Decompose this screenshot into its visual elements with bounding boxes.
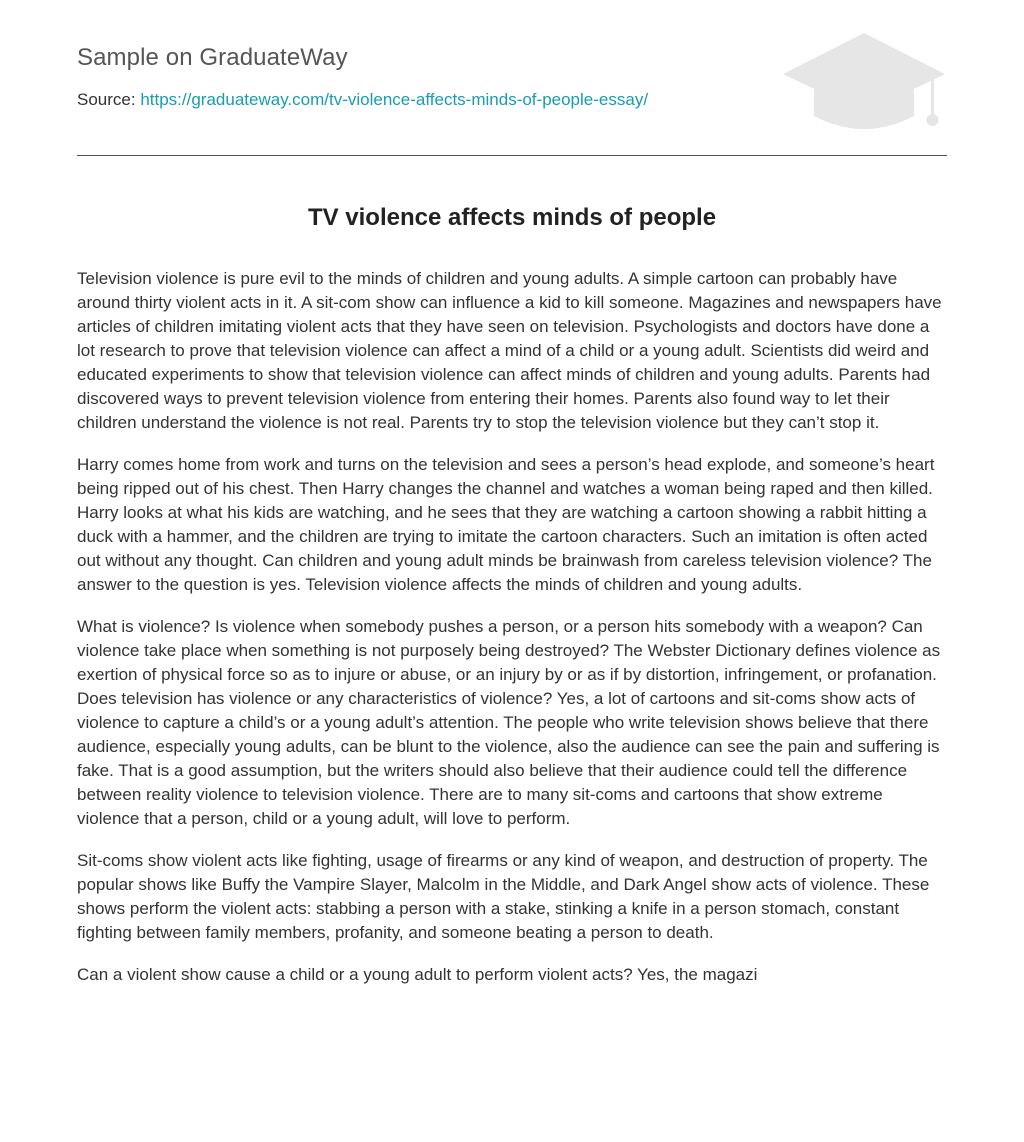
- header-divider: [77, 155, 947, 156]
- source-line: [77, 90, 648, 110]
- paragraph: Television violence is pure evil to the minds of children and young adults. A simple cartoon can probably have around thirty violent acts in it. A sit-com show can influence a kid to kill someone. Magazines and newspapers have articles of children imitating violent acts that they have seen on television. Psychologists and doctors have done a lot research to prove that television violence can affect a mind of a child or a young adult. Scientists did weird and educated experiments to show that television violence can affect minds of children and young adults. Parents had discovered ways to prevent television violence from entering their homes. Parents also found way to let their children understand the violence is not real. Parents try to stop the television violence but they can’t stop it.: [77, 269, 942, 432]
- paragraph: Can a violent show cause a child or a young adult to perform violent acts? Yes, the magazi: [77, 965, 758, 984]
- source-label: Source:: [77, 90, 136, 109]
- site-title: Sample on GraduateWay: [77, 44, 348, 71]
- paragraph: Sit-coms show violent acts like fighting, usage of firearms or any kind of weapon, and destruction of property. The popular shows like Buffy the Vampire Slayer, Malcolm in the Middle, and Dark Angel show acts of violence. These shows perform the violent acts: stabbing a person with a stake, stinking a knife in a person stomach, constant fighting between family members, profanity, and someone beating a person to death.: [77, 851, 930, 942]
- graduation-cap-icon: [781, 30, 947, 134]
- source-link[interactable]: https://graduateway.com/tv-violence-affects-minds-of-people-essay/: [140, 90, 649, 109]
- document-title: TV violence affects minds of people: [307, 204, 717, 231]
- essay-body: [77, 267, 947, 1005]
- paragraph: What is violence? Is violence when somebody pushes a person, or a person hits somebody with a weapon? Can violence take place when something is not purposely being destroyed? The Webster Dictionary defines violence as exertion of physical force so as to injure or abuse, or an injury by or as if by distortion, infringement, or profanation. Does television has violence or any characteristics of violence? Yes, a lot of cartoons and sit-coms show acts of violence to capture a child’s or a young adult’s attention. The people who write television shows believe that there audience, especially young adults, can be blunt to the violence, also the audience can see the pain and suffering is fake. That is a good assumption, but the writers should also believe that their audience could tell the difference between reality violence to television violence. There are to many sit-coms and cartoons that show extreme violence that a person, child or a young adult, will love to perform.: [77, 617, 941, 828]
- paragraph: Harry comes home from work and turns on the television and sees a person’s head explode, and someone’s heart being ripped out of his chest. Then Harry changes the channel and watches a woman being raped and then killed. Harry looks at what his kids are watching, and he sees that they are watching a cartoon showing a rabbit hitting a duck with a hammer, and the children are trying to imitate the cartoon characters. Such an imitation is often acted out without any thought. Can children and young adult minds be brainwash from careless television violence? The answer to the question is yes. Television violence affects the minds of children and young adults.: [77, 455, 935, 594]
- page: [77, 0, 947, 984]
- header: [77, 0, 947, 155]
